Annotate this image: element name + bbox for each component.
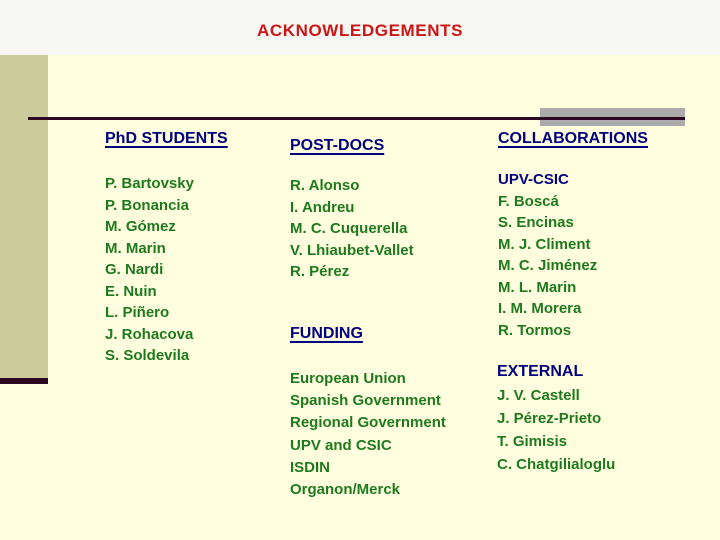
list-item: ISDIN — [290, 458, 331, 476]
list-item: S. Soldevila — [105, 347, 190, 364]
external-section — [497, 362, 615, 476]
list-item: V. Lhiaubet-Vallet — [290, 241, 414, 259]
list-item: R. Pérez — [290, 263, 350, 280]
funding-heading: FUNDING — [290, 325, 363, 342]
list-item: P. Bonancia — [105, 196, 189, 214]
list-item: Organon/Merck — [290, 480, 401, 498]
list-item: I. M. Morera — [498, 300, 582, 317]
list-item: M. L. Marin — [498, 278, 577, 296]
left-accent-bar — [0, 55, 48, 378]
list-item: M. Gómez — [105, 218, 176, 235]
list-item: M. C. Cuquerella — [290, 220, 408, 237]
funding-section — [290, 324, 446, 501]
list-item: M. J. Climent — [498, 235, 591, 253]
collaborations-list — [498, 191, 648, 342]
list-item: M. C. Jiménez — [498, 257, 598, 274]
list-item: J. Pérez-Prieto — [497, 410, 602, 427]
list-item: E. Nuin — [105, 282, 157, 300]
collaborations-heading: COLLABORATIONS — [498, 130, 648, 147]
post-docs-list — [290, 175, 414, 283]
collaborations-subheading: UPV-CSIC — [498, 171, 569, 188]
list-item: J. V. Castell — [497, 387, 580, 404]
list-item: UPV and CSIC — [290, 436, 392, 454]
slide-title: ACKNOWLEDGEMENTS — [256, 21, 464, 40]
collaborations-section — [498, 129, 648, 341]
list-item: T. Gimisis — [497, 433, 568, 450]
external-list — [497, 384, 615, 476]
phd-students-section — [105, 129, 228, 367]
list-item: R. Alonso — [290, 177, 360, 194]
list-item: J. Rohacova — [105, 325, 194, 343]
list-item: C. Chatgilialoglu — [497, 456, 616, 473]
post-docs-heading: POST-DOCS — [290, 137, 385, 154]
left-accent-underline — [0, 378, 48, 384]
list-item: R. Tormos — [498, 321, 572, 339]
funding-list — [290, 368, 446, 501]
list-item: G. Nardi — [105, 261, 164, 278]
list-item: Regional Government — [290, 414, 446, 432]
list-item: S. Encinas — [498, 214, 574, 231]
list-item: Spanish Government — [290, 392, 441, 410]
external-heading: EXTERNAL — [497, 363, 584, 380]
horizontal-divider — [28, 117, 685, 120]
list-item: F. Boscá — [498, 192, 559, 210]
list-item: M. Marin — [105, 239, 166, 257]
post-docs-section — [290, 136, 414, 283]
list-item: I. Andreu — [290, 198, 355, 216]
list-item: L. Piñero — [105, 304, 170, 321]
list-item: European Union — [290, 370, 406, 387]
list-item: P. Bartovsky — [105, 175, 194, 192]
phd-students-heading: PhD STUDENTS — [105, 130, 228, 147]
phd-students-list — [105, 173, 228, 367]
